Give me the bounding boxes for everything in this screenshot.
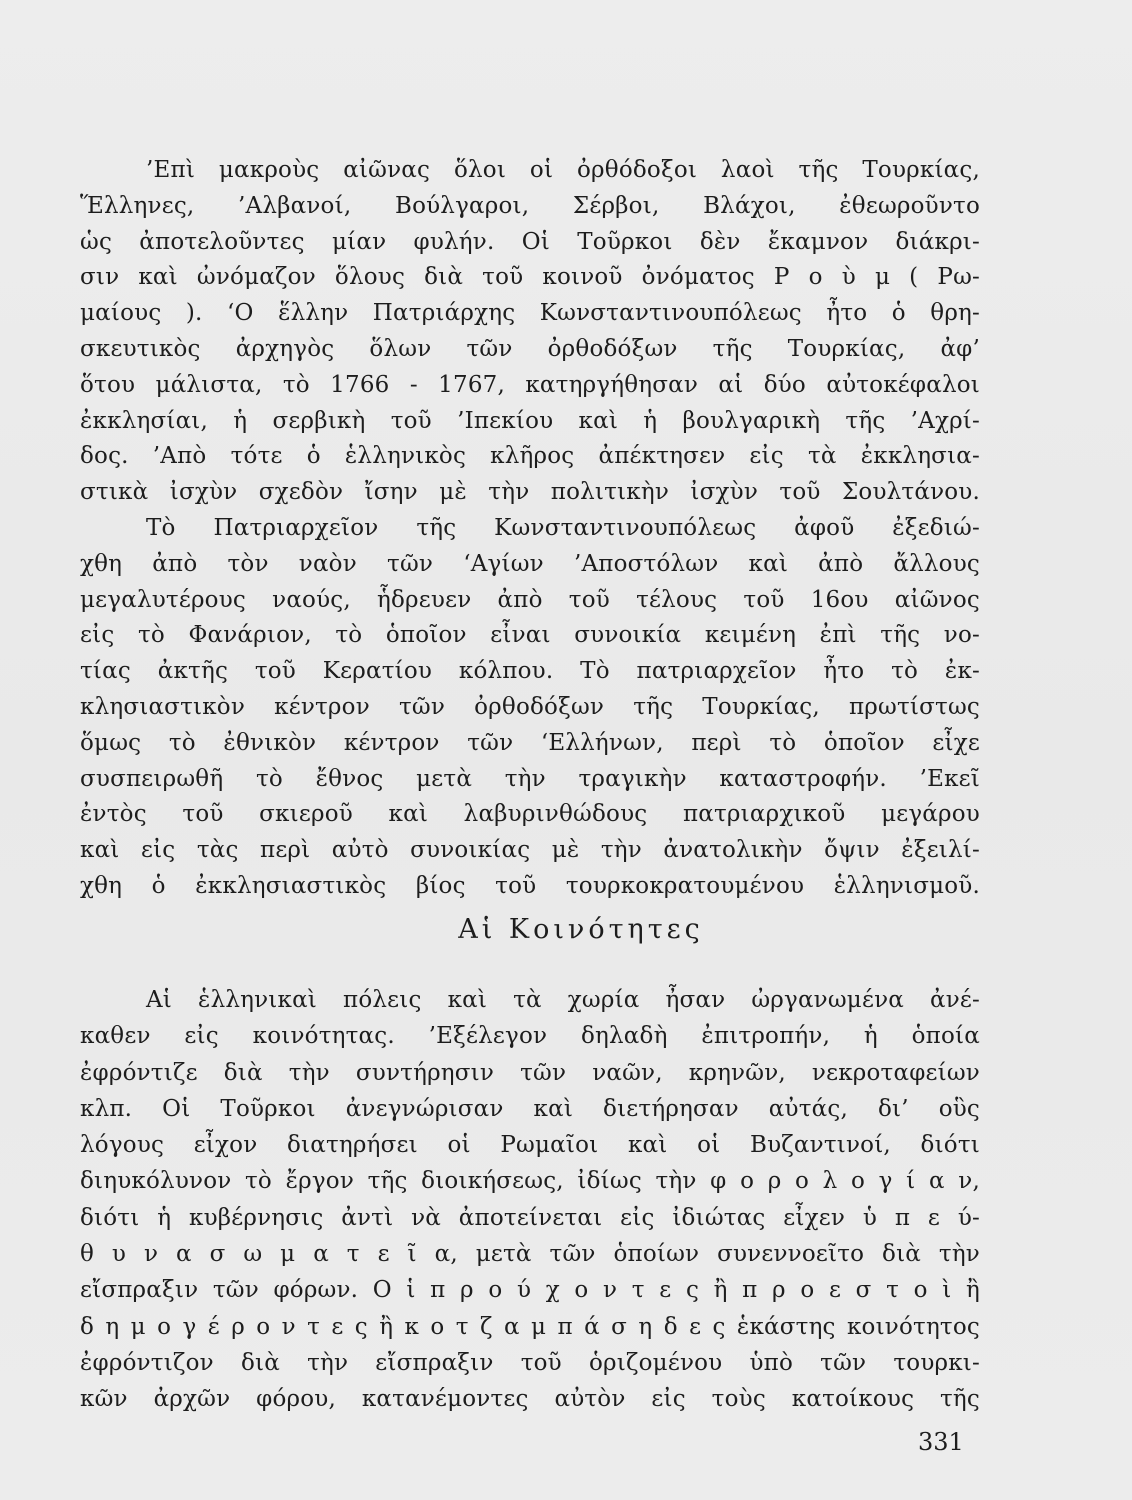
text-line: κλησιαστικὸν κέντρον τῶν ὀρθοδόξων τῆς Τουρκίας, πρωτίστως xyxy=(80,693,980,720)
text-line: ἐντὸς τοῦ σκιεροῦ καὶ λαβυρινθώδους πατριαρχικοῦ μεγάρου xyxy=(80,801,980,828)
text-line: σιν καὶ ὠνόμαζον ὅλους διὰ τοῦ κοινοῦ ὀνόματος Ρ ο ὺ μ ( Ρω- xyxy=(80,264,980,291)
text-line: εἴσπραξιν τῶν φόρων. Ο ἱ π ρ ο ύ χ ο ν τ ε ς ἢ π ρ ο ε σ τ ο ὶ ἢ xyxy=(80,1277,980,1304)
text-line: σκευτικὸς ἀρχηγὸς ὅλων τῶν ὀρθοδόξων τῆς Τουρκίας, ἀφ’ xyxy=(80,335,980,362)
text-line: κλπ. Οἱ Τοῦρκοι ἀνεγνώρισαν καὶ διετήρησαν αὐτάς, δι’ οὓς xyxy=(80,1095,980,1122)
text-line: χθη ὁ ἐκκλησιαστικὸς βίος τοῦ τουρκοκρατουμένου ἑλληνισμοῦ. xyxy=(80,872,980,899)
paragraph-orthodox-peoples xyxy=(80,153,980,511)
body-text-upper xyxy=(80,153,980,905)
text-line: Αἱ ἑλληνικαὶ πόλεις καὶ τὰ χωρία ἦσαν ὠργανωμένα ἀνέ- xyxy=(146,987,980,1013)
text-line: Ἕλληνες, ’Αλβανοί, Βούλγαροι, Σέρβοι, Βλάχοι, ἐθεωροῦντο xyxy=(80,192,980,219)
text-line: μεγαλυτέρους ναούς, ἧδρευεν ἀπὸ τοῦ τέλους τοῦ 16ου αἰῶνος xyxy=(80,586,980,613)
text-line: καὶ εἰς τὰς περὶ αὐτὸ συνοικίας μὲ τὴν ἀνατολικὴν ὄψιν ἐξειλί- xyxy=(80,837,980,864)
text-line: ἐφρόντιζον διὰ τὴν εἴσπραξιν τοῦ ὁριζομένου ὑπὸ τῶν τουρκι- xyxy=(80,1349,980,1376)
text-line: χθη ἀπὸ τὸν ναὸν τῶν ‘Αγίων ’Αποστόλων καὶ ἀπὸ ἄλλους xyxy=(80,550,980,577)
text-line: τίας ἀκτῆς τοῦ Κερατίου κόλπου. Τὸ πατριαρχεῖον ἦτο τὸ ἐκ- xyxy=(80,658,980,685)
text-line: ὅμως τὸ ἐθνικὸν κέντρον τῶν ‘Ελλήνων, περὶ τὸ ὁποῖον εἶχε xyxy=(80,729,980,756)
text-line: ’Επὶ μακροὺς αἰῶνας ὅλοι οἱ ὀρθόδοξοι λαοὶ τῆς Τουρκίας, xyxy=(146,157,980,183)
text-line: ἐφρόντιζε διὰ τὴν συντήρησιν τῶν ναῶν, κρηνῶν, νεκροταφείων xyxy=(80,1059,980,1086)
text-line: ὡς ἀποτελοῦντες μίαν φυλήν. Οἱ Τοῦρκοι δὲν ἔκαμνον διάκρι- xyxy=(80,228,980,255)
text-line: ὅτου μάλιστα, τὸ 1766 - 1767, κατηργήθησαν αἱ δύο αὐτοκέφαλοι xyxy=(80,371,980,398)
text-line: καθεν εἰς κοινότητας. ’Εξέλεγον δηλαδὴ ἐπιτροπήν, ἡ ὁποία xyxy=(80,1023,980,1050)
text-line: στικὰ ἰσχὺν σχεδὸν ἴσην μὲ τὴν πολιτικὴν ἰσχὺν τοῦ Σουλτάνου. xyxy=(80,479,980,506)
text-line: δ η μ ο γ έ ρ ο ν τ ε ς ἢ κ ο τ ζ α μ π ά σ η δ ε ς ἑκάστης κοινότητος xyxy=(80,1313,980,1340)
text-line: διότι ἡ κυβέρνησις ἀντὶ νὰ ἀποτείνεται εἰς ἰδιώτας εἶχεν ὑ π ε ύ- xyxy=(80,1204,980,1231)
paragraph-communities xyxy=(80,982,980,1418)
text-line: συσπειρωθῆ τὸ ἔθνος μετὰ τὴν τραγικὴν καταστροφήν. ’Εκεῖ xyxy=(80,765,980,792)
text-line: κῶν ἀρχῶν φόρου, κατανέμοντες αὐτὸν εἰς τοὺς κατοίκους τῆς xyxy=(80,1386,980,1413)
page-number: 331 xyxy=(918,1428,964,1456)
text-line: θ υ ν α σ ω μ α τ ε ῖ α, μετὰ τῶν ὁποίων συνεννοεῖτο διὰ τὴν xyxy=(80,1241,980,1268)
text-line: ἐκκλησίαι, ἡ σερβικὴ τοῦ ’Ιπεκίου καὶ ἡ βουλγαρικὴ τῆς ’Αχρί- xyxy=(80,407,980,434)
text-line: εἰς τὸ Φανάριον, τὸ ὁποῖον εἶναι συνοικία κειμένη ἐπὶ τῆς νο- xyxy=(80,622,980,649)
section-heading: Αἱ Κοινότητες xyxy=(458,914,704,945)
text-line: μαίους ). ‘Ο ἕλλην Πατριάρχης Κωνσταντινουπόλεως ἦτο ὁ θρη- xyxy=(80,300,980,327)
text-line: Τὸ Πατριαρχεῖον τῆς Κωνσταντινουπόλεως ἀφοῦ ἐξεδιώ- xyxy=(146,514,980,541)
paragraph-patriarchate xyxy=(80,511,980,905)
text-line: λόγους εἶχον διατηρήσει οἱ Ρωμαῖοι καὶ οἱ Βυζαντινοί, διότι xyxy=(80,1132,980,1159)
text-line: διηυκόλυνον τὸ ἔργον τῆς διοικήσεως, ἰδίως τὴν φ ο ρ ο λ ο γ ί α ν, xyxy=(80,1168,980,1195)
text-line: δος. ’Απὸ τότε ὁ ἑλληνικὸς κλῆρος ἀπέκτησεν εἰς τὰ ἐκκλησια- xyxy=(80,443,980,470)
body-text-lower xyxy=(80,982,980,1418)
